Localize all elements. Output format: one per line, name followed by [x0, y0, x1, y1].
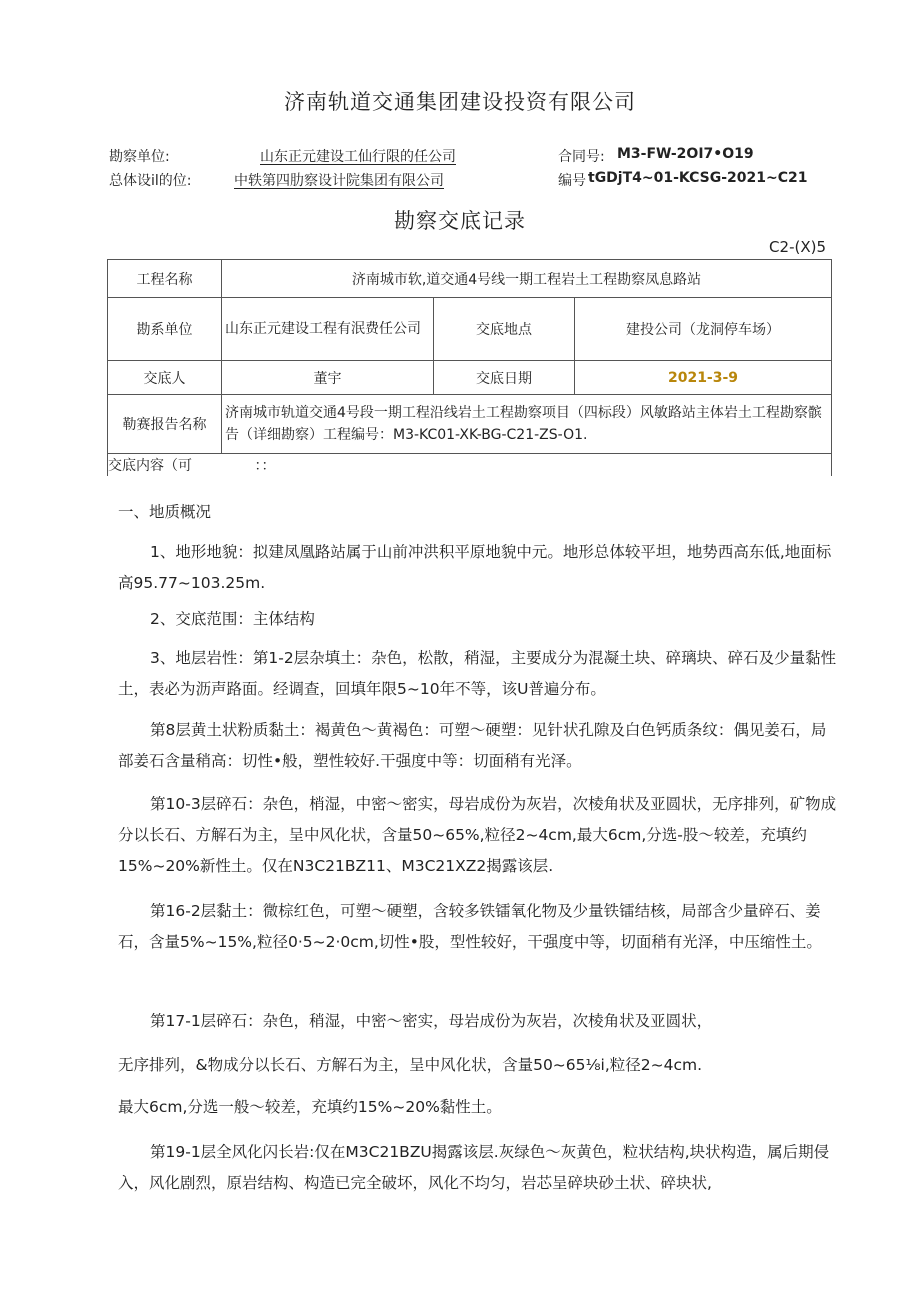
- survey-unit-cell-value: 山东正元建设工程有泯费任公司: [222, 298, 434, 361]
- location-value: 建投公司（龙洞停车场）: [575, 298, 832, 361]
- report-name-label: 勒赛报告名称: [108, 395, 222, 454]
- form-code: C2-(X)5: [769, 238, 826, 256]
- contract-label: 合同号:: [558, 149, 605, 165]
- project-name-label: 工程名称: [108, 260, 222, 298]
- serial-value: tGDjT4~01-KCSG-2021~C21: [588, 170, 808, 186]
- content-dots: ：：: [254, 458, 276, 474]
- survey-unit-value: 山东正元建设工仙行限的任公司: [260, 149, 456, 165]
- location-label: 交底地点: [434, 298, 575, 361]
- date-label: 交底日期: [434, 361, 575, 395]
- paragraph-strata-1-2: 3、地层岩性：第1-2层杂填土：杂色，松散，稍湿，主要成分为混凝土块、碎璃块、碎石及少量黏性土，表必为沥声路面。经调查，回填年限5~10年不等，该U普遍分布。: [118, 649, 837, 698]
- record-title: 勘察交底记录: [394, 209, 526, 233]
- contract-value: M3-FW-2OI7•O19: [617, 146, 754, 162]
- paragraph-scope: 2、交底范围：主体结构: [150, 610, 315, 628]
- section-heading: 一、地质概况: [118, 503, 212, 521]
- report-name-value: 济南城市轨道交通4号段一期工程沿线岩土工程勘察项目（四标段）风敏路站主体岩土工程勘察髌告（详细勘察）工程编号：M3-KC01-XK-BG-C21-ZS-O1.: [222, 395, 832, 454]
- general-unit-label: 总体设il的位:: [109, 173, 192, 189]
- general-unit-value: 中轶第四肋察设计院集团有限公司: [234, 173, 444, 189]
- document-title: 济南轨道交通集团建设投资有限公司: [284, 90, 636, 114]
- survey-unit-cell-label: 勘系单位: [108, 298, 222, 361]
- serial-label: 编号: [558, 173, 586, 189]
- date-value: 2021-3-9: [575, 361, 832, 395]
- paragraph-strata-17-1-a: 第17-1层碎石：杂色，稍湿，中密～密实，母岩成份为灰岩，次棱角状及亚圆状，: [150, 1012, 713, 1030]
- paragraph-strata-17-1-c: 最大6cm,分选一般～较差，充填约15%~20%黏性土。: [118, 1098, 502, 1116]
- paragraph-strata-10-3: 第10-3层碎石：杂色，梢湿，中密～密实，母岩成份为灰岩，次棱角状及亚圆状，无序排列，矿物成分以长石、方解石为主，呈中风化状，含量50~65%,粒径2~4cm,最大6cm,分选-股～较差，充填约15%~20%新性土。仅在N3C21BZ11、M3C21XZ2揭露该层.: [118, 795, 837, 875]
- survey-unit-label: 勘察单位:: [109, 149, 170, 165]
- paragraph-strata-16-2: 第16-2层黏土：微棕红色，可塑～硬塑，含较多铁镭氧化物及少量铁镭结核，局部含少量碎石、姜石，含量5%~15%,粒径0·5~2·0cm,切性•股，型性较好，干强度中等，切面稍有光泽，中压缩性土。: [118, 902, 822, 951]
- paragraph-strata-8: 第8层黄土状粉质黏土：褐黄色～黄褐色：可塑～硬塑：见针状孔隙及白色钙质条纹：偶见姜石，局部姜石含量稍高：切性•般，塑性较好.干强度中等：切面稍有光泽。: [118, 721, 827, 770]
- content-cell: [222, 454, 832, 477]
- paragraph-terrain: 1、地形地貌：拟建凤凰路站属于山前冲洪积平原地貌中元。地形总体较平坦，地势西高东低,地面标高95.77~103.25m.: [118, 543, 832, 592]
- presenter-label: 交底人: [108, 361, 222, 395]
- record-table: [107, 259, 832, 476]
- project-name-value: 济南城市软,道交通4号线一期工程岩土工程勘察凤息路站: [222, 260, 832, 298]
- presenter-value: 董宇: [222, 361, 434, 395]
- content-label: 交底内容（可: [108, 454, 222, 477]
- paragraph-strata-17-1-b: 无序排列，&物成分以长石、方解石为主，呈中风化状，含量50~65⅛i,粒径2~4cm.: [118, 1056, 703, 1074]
- paragraph-strata-19-1: 第19-1层全风化闪长岩:仅在M3C21BZU揭露该层.灰绿色～灰黄色，粒状结构,块状构造，属后期侵入，风化剧烈，原岩结构、构造已完全破坏，风化不均匀，岩芯呈碎块砂土状、碎块状,: [118, 1143, 830, 1192]
